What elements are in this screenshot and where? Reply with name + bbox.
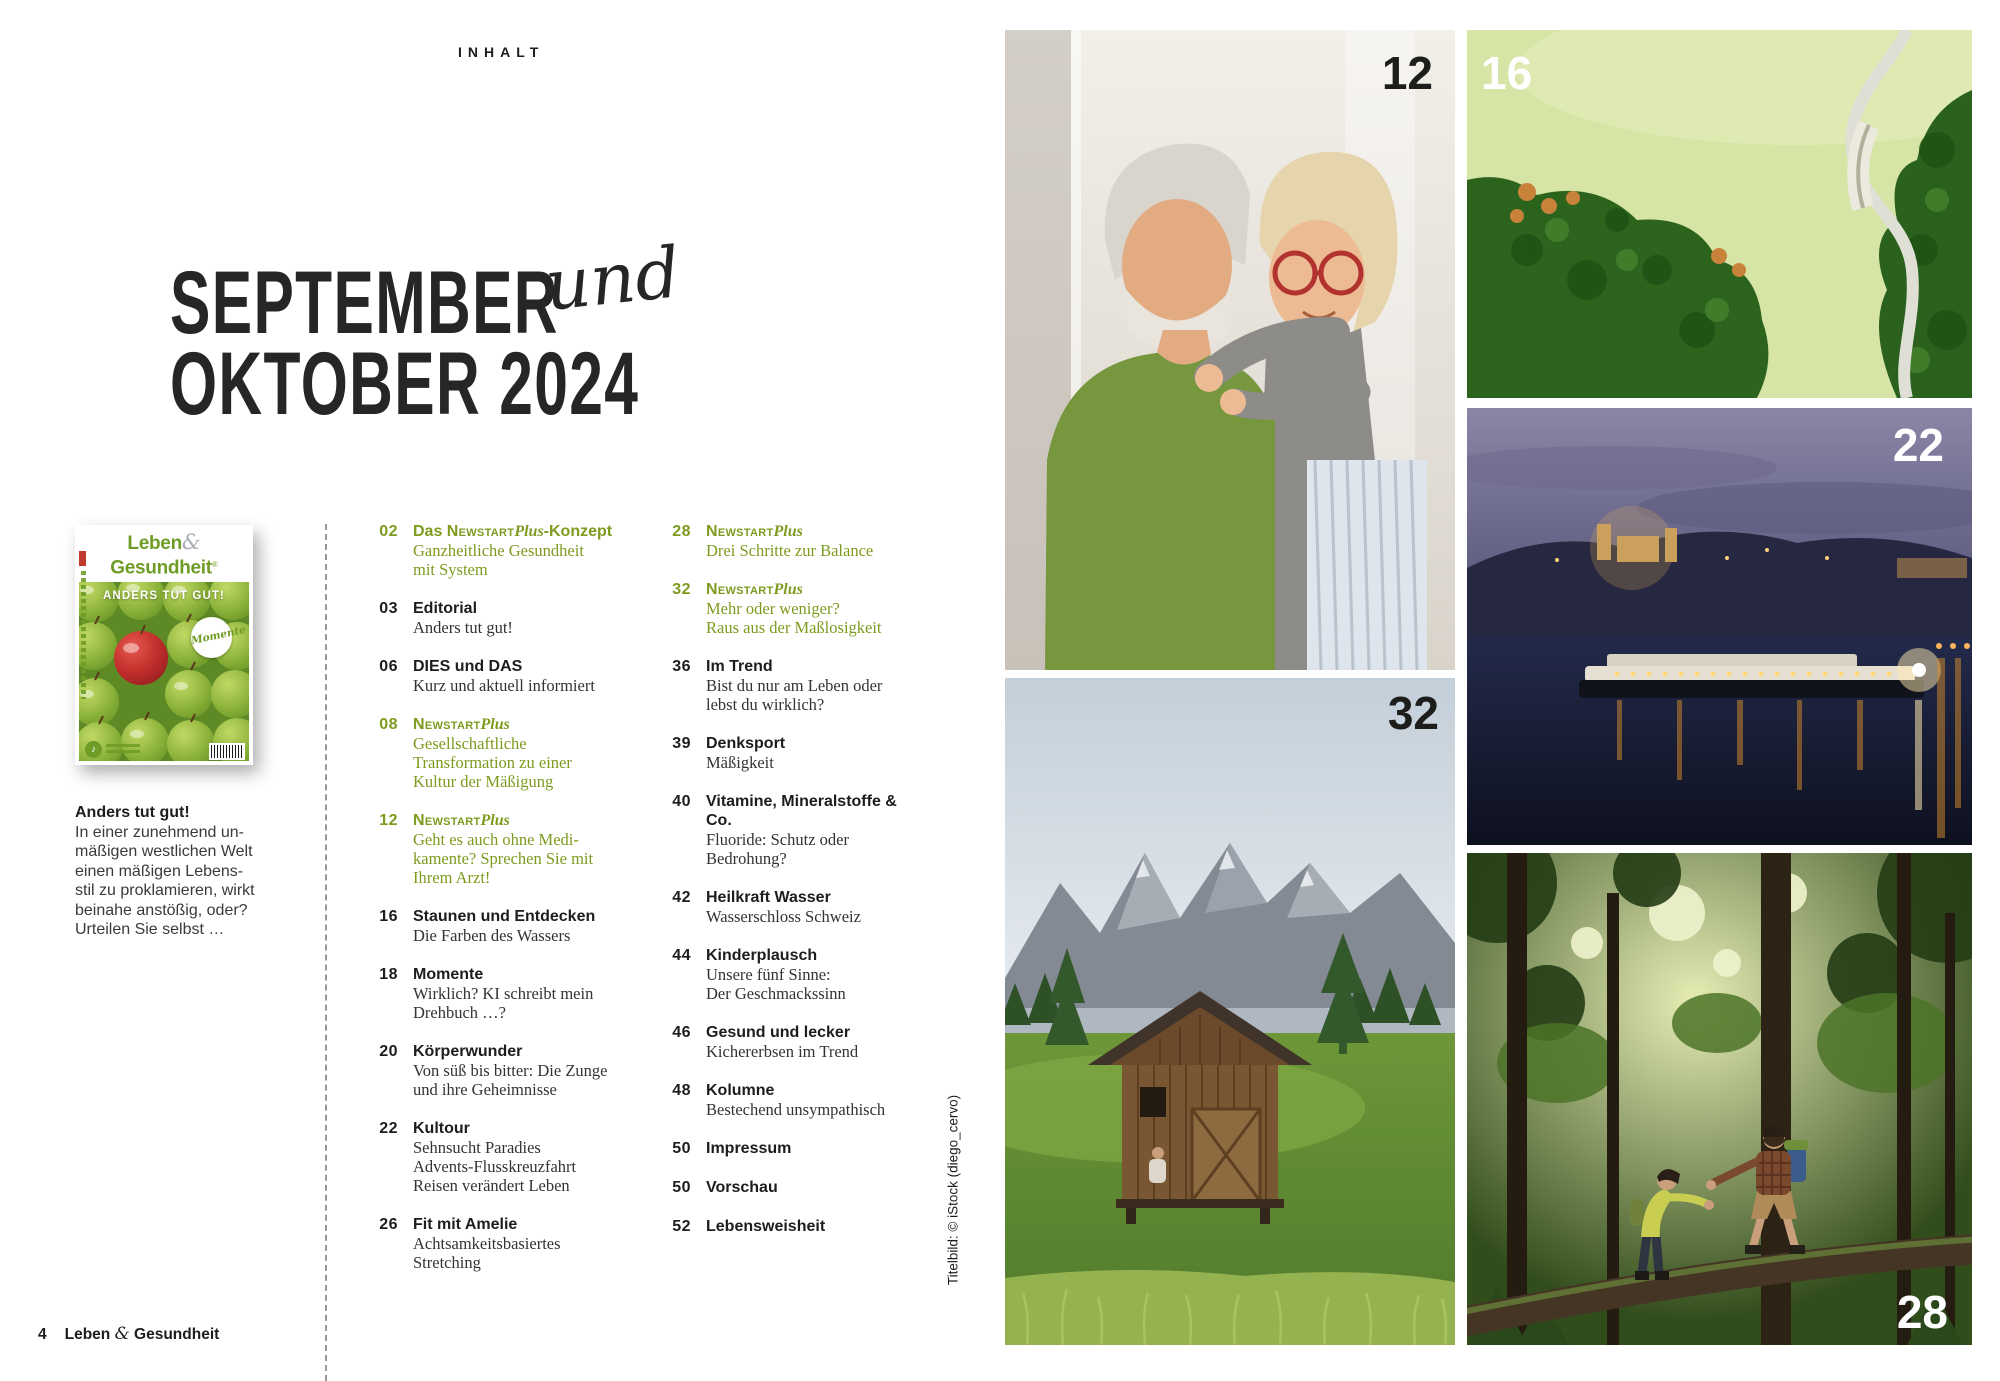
toc-entry-subtitle: Ganzheitliche Gesundheit mit System [413, 541, 584, 579]
toc-entry-page-number: 39 [672, 735, 691, 752]
toc-entry [360, 1042, 622, 1099]
toc-entry-subtitle: Wirklich? KI schreibt mein Drehbuch …? [413, 984, 594, 1022]
toc-entry [653, 888, 925, 926]
cover-logo [75, 532, 253, 579]
toc-entry-page-number: 12 [379, 812, 398, 829]
cover-teaser [75, 803, 280, 940]
hut-photo-illustration [1005, 678, 1455, 1345]
photo-page-number: 16 [1481, 47, 1533, 99]
toc-entry [653, 1081, 925, 1119]
page-title-line1: SEPTEMBER [170, 252, 559, 352]
toc-entry-subtitle: Kurz und aktuell informiert [413, 676, 595, 695]
toc-entry-page-number: 44 [672, 947, 691, 964]
toc-entry-subtitle: Die Farben des Wassers [413, 926, 571, 945]
page-title-line2: OKTOBER 2024 [170, 333, 640, 433]
toc-entry-title: Vorschau [706, 1179, 778, 1196]
toc-entry-page-number: 52 [672, 1218, 691, 1235]
toc-entry-title: Denksport [706, 735, 786, 752]
page-title-script-und: und [541, 231, 684, 327]
page-section-label: INHALT [458, 44, 545, 60]
toc-entry-subtitle: Bestechend unsympathisch [706, 1100, 886, 1119]
toc-entry [653, 657, 925, 714]
cover-momente-badge: Momente [191, 617, 232, 658]
couple-photo-illustration [1005, 30, 1455, 670]
toc-entry-title: Momente [413, 966, 484, 983]
toc-entry-title: NewstartPlus [413, 716, 510, 733]
cover-bottom-microtext [106, 744, 140, 755]
photo-aerial-dam [1467, 30, 1972, 398]
toc-entry-subtitle: Drei Schritte zur Balance [706, 541, 874, 560]
toc-entry-page-number: 40 [672, 793, 691, 810]
toc-entry-subtitle: Kichererbsen im Trend [706, 1042, 859, 1061]
footer-magazine-name: Leben & Gesundheit [64, 1324, 220, 1344]
toc-entry [653, 580, 925, 637]
photo-page-number: 32 [1387, 687, 1439, 739]
toc-entry [360, 965, 622, 1022]
cover-teaser-body: In einer zunehmend un- mäßigen westlichen Welt einen mäßigen Lebens- stil zu proklamieren, wirkt beinahe anstößig, oder? Urteilen Sie selbst … [75, 823, 255, 938]
toc-entry-subtitle: Mehr oder weniger? Raus aus der Maßlosigkeit [706, 599, 882, 637]
toc-entry-subtitle: Sehnsucht Paradies Advents-Flusskreuzfahrt Reisen verändert Leben [413, 1138, 577, 1195]
toc-entry-title: Staunen und Entdecken [413, 908, 596, 925]
toc-entry [360, 811, 622, 887]
toc-entry-title: NewstartPlus [706, 523, 803, 540]
photo-forest-hikers [1467, 853, 1972, 1345]
toc-entry-page-number: 03 [379, 600, 398, 617]
toc-entry-title: Das NewstartPlus-Konzept [413, 523, 613, 540]
toc-entry-subtitle: Unsere fünf Sinne: Der Geschmackssinn [706, 965, 846, 1003]
cover-headline: ANDERS TUT GUT! [103, 590, 225, 602]
footer-page-number: 4 [38, 1326, 47, 1343]
toc-entry-page-number: 26 [379, 1216, 398, 1233]
toc-entry-subtitle: Gesellschaftliche Transformation zu einer Kultur der Mäßigung [413, 734, 572, 791]
toc-entry [653, 734, 925, 772]
toc-entry [360, 522, 622, 579]
toc-entry-title: NewstartPlus [706, 581, 803, 598]
toc-entry-title: Impressum [706, 1140, 792, 1157]
page-footer [38, 1324, 219, 1344]
toc-entry [360, 657, 622, 695]
toc-entry-page-number: 20 [379, 1043, 398, 1060]
toc-entry [360, 599, 622, 637]
cover-apples-photo [79, 582, 249, 761]
photo-page-number: 28 [1896, 1286, 1948, 1338]
photo-river-cruise [1467, 408, 1972, 845]
toc-entry-title: Fit mit Amelie [413, 1216, 518, 1233]
aerial-photo-illustration [1467, 30, 1972, 398]
toc-entry [653, 1178, 925, 1197]
toc-entry-page-number: 06 [379, 658, 398, 675]
toc-entry-page-number: 46 [672, 1024, 691, 1041]
toc-entry [653, 522, 925, 560]
photo-credit: Titelbild: © iStock (diego_cervo) [945, 1094, 961, 1286]
cover-logo-word2: Gesundheit [110, 557, 212, 579]
toc-entry-page-number: 18 [379, 966, 398, 983]
toc-entry-title: NewstartPlus [413, 812, 510, 829]
toc-entry-page-number: 50 [672, 1140, 691, 1157]
photo-page-number: 12 [1381, 47, 1433, 99]
photo-couple [1005, 30, 1455, 670]
cover-audio-icon: ♪ [85, 741, 102, 758]
toc-entry [360, 1215, 622, 1272]
toc-column-left [360, 522, 622, 1292]
toc-entry-title: Editorial [413, 600, 478, 617]
photo-page-number: 22 [1892, 419, 1944, 471]
toc-entry-subtitle: Achtsamkeitsbasiertes Stretching [413, 1234, 561, 1272]
toc-entry-title: Vitamine, Mineralstoffe & Co. [706, 793, 897, 829]
dashed-divider [325, 524, 327, 1381]
toc-entry-title: Lebensweisheit [706, 1218, 826, 1235]
toc-entry-page-number: 42 [672, 889, 691, 906]
toc-entry [653, 1217, 925, 1236]
toc-entry-title: Kinderplausch [706, 947, 818, 964]
footer-ampersand-icon: & [114, 1324, 130, 1344]
toc-entry-subtitle: Anders tut gut! [413, 618, 513, 637]
hikers-photo-illustration [1467, 853, 1972, 1345]
toc-entry-page-number: 02 [379, 523, 398, 540]
photo-mountain-hut [1005, 678, 1455, 1345]
toc-entry [653, 792, 925, 868]
toc-entry-subtitle: Fluoride: Schutz oder Bedrohung? [706, 830, 849, 868]
toc-entry-page-number: 16 [379, 908, 398, 925]
toc-entry [360, 907, 622, 945]
toc-entry-page-number: 08 [379, 716, 398, 733]
toc-entry-subtitle: Von süß bis bitter: Die Zunge und ihre Geheimnisse [413, 1061, 608, 1099]
toc-column-right [653, 522, 925, 1256]
toc-entry-page-number: 48 [672, 1082, 691, 1099]
toc-entry-title: Heilkraft Wasser [706, 889, 831, 906]
toc-entry-title: Körperwunder [413, 1043, 523, 1060]
toc-entry-title: Gesund und lecker [706, 1024, 851, 1041]
toc-entry [360, 715, 622, 791]
cruise-photo-illustration [1467, 408, 1972, 845]
toc-entry-subtitle: Bist du nur am Leben oder lebst du wirklich? [706, 676, 883, 714]
toc-entry [653, 1023, 925, 1061]
toc-entry [360, 1119, 622, 1195]
cover-logo-registered-mark: ® [211, 560, 218, 569]
cover-barcode [209, 743, 245, 760]
toc-entry-page-number: 32 [672, 581, 691, 598]
toc-entry-page-number: 22 [379, 1120, 398, 1137]
cover-spine-logo [79, 551, 86, 566]
toc-entry-title: Kultour [413, 1120, 470, 1137]
toc-entry [653, 1139, 925, 1158]
toc-entry-subtitle: Wasserschloss Schweiz [706, 907, 861, 926]
toc-entry-title: DIES und DAS [413, 658, 523, 675]
cover-logo-ampersand-icon: & [181, 530, 201, 554]
toc-entry [653, 946, 925, 1003]
toc-entry-title: Kolumne [706, 1082, 775, 1099]
toc-entry-page-number: 50 [672, 1179, 691, 1196]
toc-entry-title: Im Trend [706, 658, 773, 675]
toc-entry-page-number: 36 [672, 658, 691, 675]
cover-spine-microtext [81, 571, 86, 699]
cover-teaser-heading: Anders tut gut! [75, 804, 190, 821]
cover-logo-word1: Leben [127, 533, 182, 554]
toc-entry-page-number: 28 [672, 523, 691, 540]
toc-entry-subtitle: Geht es auch ohne Medi- kamente? Sprechen Sie mit Ihrem Arzt! [413, 830, 594, 887]
toc-entry-subtitle: Mäßigkeit [706, 753, 774, 772]
magazine-cover-thumbnail [75, 525, 253, 765]
